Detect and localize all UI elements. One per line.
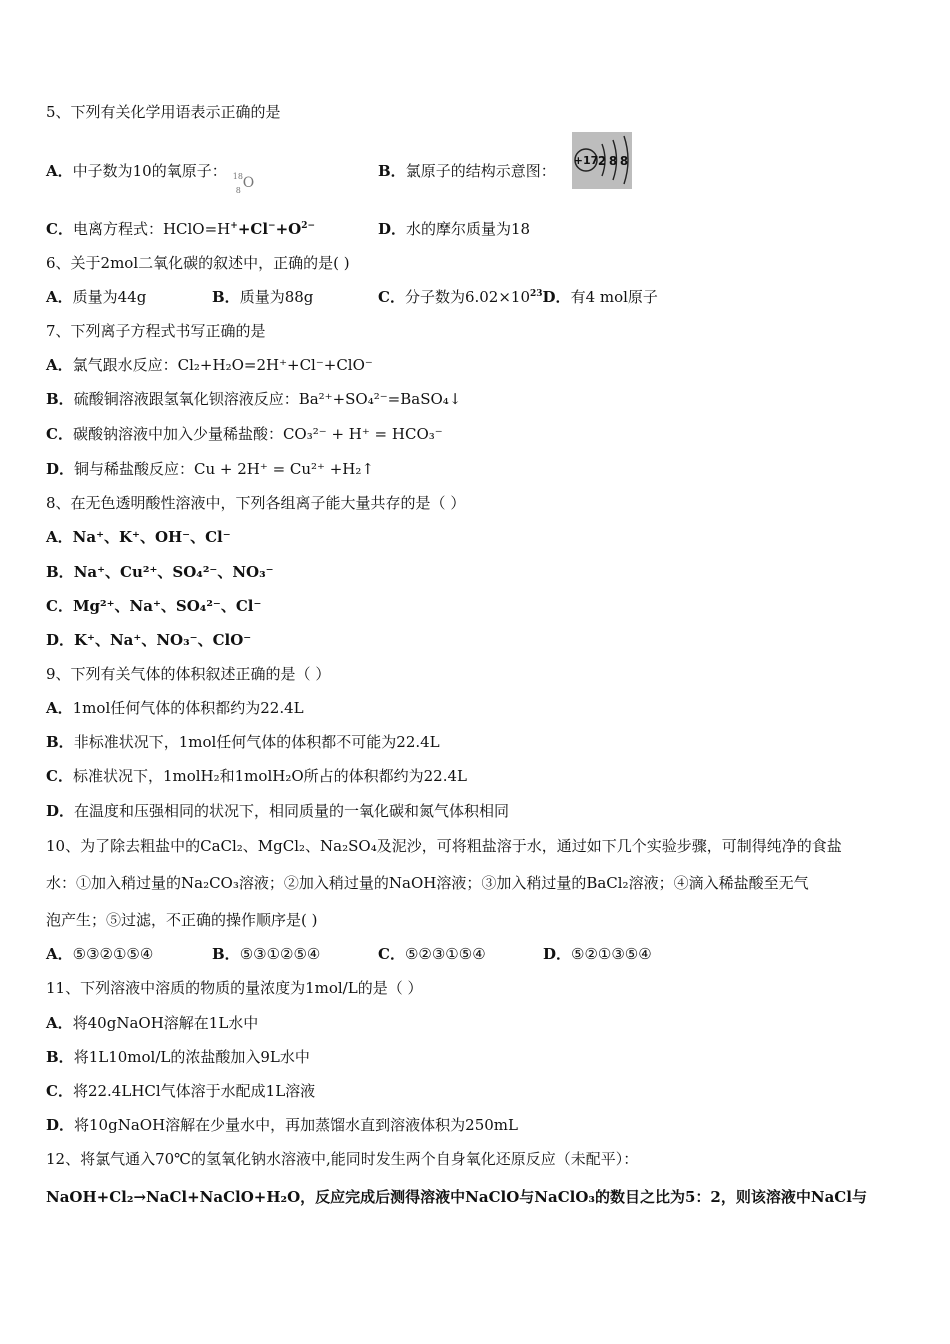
- q10-option-d: D．⑤②①③⑤④: [543, 945, 652, 963]
- q10-stem-line3: 泡产生；⑤过滤，不正确的操作顺序是( ): [46, 911, 318, 929]
- q5-c-mid2: +O: [275, 220, 302, 238]
- q5-option-a: A．中子数为10的氧原子： 18 8 O: [46, 162, 255, 195]
- q5-option-b: [378, 161, 556, 181]
- q8-option-c: C．Mg²⁺、Na⁺、SO₄²⁻、Cl⁻: [46, 597, 262, 615]
- q6-b-text: 质量为88g: [239, 288, 314, 306]
- q9-option-d: D．在温度和压强相同的状况下，相同质量的一氧化碳和氮气体积相同: [46, 802, 510, 820]
- q5-option-d: [378, 219, 530, 239]
- q6-a-label: A．: [46, 288, 73, 306]
- q10-stem-line2: 水：①加入稍过量的Na₂CO₃溶液；②加入稍过量的NaOH溶液；③加入稍过量的BaCl₂溶液；④滴入稀盐酸至无气: [46, 874, 809, 892]
- q11-option-d: D．将10gNaOH溶解在少量水中，再加蒸馏水直到溶液体积为250mL: [46, 1116, 518, 1134]
- q5-d-label: D．: [378, 220, 407, 238]
- q10-option-b: B．⑤③①②⑤④: [212, 945, 321, 963]
- q5-stem: 5、下列有关化学用语表示正确的是: [46, 103, 281, 121]
- q11-stem: 11、下列溶液中溶质的物质的量浓度为1mol/L的是（ ）: [46, 979, 423, 997]
- q5-c-sup1: +: [230, 221, 238, 231]
- q6-c-label: C．: [378, 288, 405, 306]
- q6-option-b: [212, 287, 313, 307]
- q9-option-c: C．标准状况下，1molH₂和1molH₂O所占的体积都约为22.4L: [46, 767, 467, 785]
- q5-c-label: C．: [46, 220, 73, 238]
- q7-option-c: C．碳酸钠溶液中加入少量稀盐酸：CO₃²⁻ + H⁺ = HCO₃⁻: [46, 425, 443, 443]
- q11-option-a: A．将40gNaOH溶解在1L水中: [46, 1014, 259, 1032]
- q7-option-a: A．氯气跟水反应：Cl₂+H₂O=2H⁺+Cl⁻+ClO⁻: [46, 356, 373, 374]
- q6-d-label: D．: [542, 288, 571, 306]
- q10-option-c: C．⑤②③①⑤④: [378, 945, 486, 963]
- q6-b-label: B．: [212, 288, 240, 306]
- q5-c-sup2: −: [268, 221, 276, 231]
- q5-c-mid: +Cl: [237, 220, 269, 238]
- chlorine-atom-diagram: [572, 132, 632, 189]
- q6-option-c: [378, 287, 658, 307]
- q6-c-sup: 23: [530, 289, 543, 299]
- q11-option-b: B．将1L10mol/L的浓盐酸加入9L水中: [46, 1048, 310, 1066]
- q9-option-b: B．非标准状况下，1mol任何气体的体积都不可能为22.4L: [46, 733, 440, 751]
- q10-option-a: A．⑤③②①⑤④: [46, 945, 154, 963]
- shell-1-count: 2: [597, 154, 607, 168]
- q6-d-text: 有4 mol原子: [570, 288, 658, 306]
- shell-2-count: 8: [608, 154, 618, 168]
- q6-a-text: 质量为44g: [72, 288, 147, 306]
- q8-option-d: D．K⁺、Na⁺、NO₃⁻、ClO⁻: [46, 631, 252, 649]
- q5-option-c: [46, 219, 315, 239]
- q5-a-text: 中子数为10的氧原子：: [72, 162, 227, 180]
- q11-option-c: C．将22.4LHCl气体溶于水配成1L溶液: [46, 1082, 316, 1100]
- q8-stem: 8、在无色透明酸性溶液中，下列各组离子能大量共存的是（ ）: [46, 494, 466, 512]
- q5-c-sup3: 2−: [301, 221, 316, 231]
- q7-option-b: B．硫酸铜溶液跟氢氧化钡溶液反应：Ba²⁺+SO₄²⁻=BaSO₄↓: [46, 390, 462, 408]
- q5-d-text: 水的摩尔质量为18: [406, 220, 531, 238]
- q10-stem-line1: 10、为了除去粗盐中的CaCl₂、MgCl₂、Na₂SO₄及泥沙，可将粗盐溶于水，通过如下几个实验步骤，可制得纯净的食盐: [46, 837, 842, 855]
- nucleus-label: +17: [573, 154, 599, 167]
- q5-b-label: B．: [378, 162, 406, 180]
- q5-a-label: A．: [46, 162, 73, 180]
- q6-stem: 6、关于2mol二氧化碳的叙述中，正确的是( ): [46, 254, 350, 272]
- q12-stem-line1: 12、将氯气通入70℃的氢氧化钠水溶液中,能同时发生两个自身氧化还原反应（未配平）：: [46, 1150, 639, 1168]
- q8-option-b: B．Na⁺、Cu²⁺、SO₄²⁻、NO₃⁻: [46, 563, 274, 581]
- q7-option-d: D．铜与稀盐酸反应：Cu + 2H⁺ = Cu²⁺ +H₂↑: [46, 460, 374, 478]
- q7-stem: 7、下列离子方程式书写正确的是: [46, 322, 266, 340]
- q12-stem-line2: NaOH+Cl₂→NaCl+NaClO+H₂O，反应完成后测得溶液中NaClO与NaClO₃的数目之比为5：2，则该溶液中NaCl与: [46, 1188, 867, 1206]
- q5-c-text: 电离方程式：HClO=H: [72, 220, 231, 238]
- q5-b-text: 氯原子的结构示意图：: [405, 162, 556, 180]
- q6-c-text: 分子数为6.02×10: [404, 288, 531, 306]
- shell-3-count: 8: [619, 154, 629, 168]
- q9-option-a: A．1mol任何气体的体积都约为22.4L: [46, 699, 304, 717]
- q8-option-a: A．Na⁺、K⁺、OH⁻、Cl⁻: [46, 528, 231, 546]
- q9-stem: 9、下列有关气体的体积叙述正确的是（ ）: [46, 665, 331, 683]
- q6-option-a: [46, 287, 146, 307]
